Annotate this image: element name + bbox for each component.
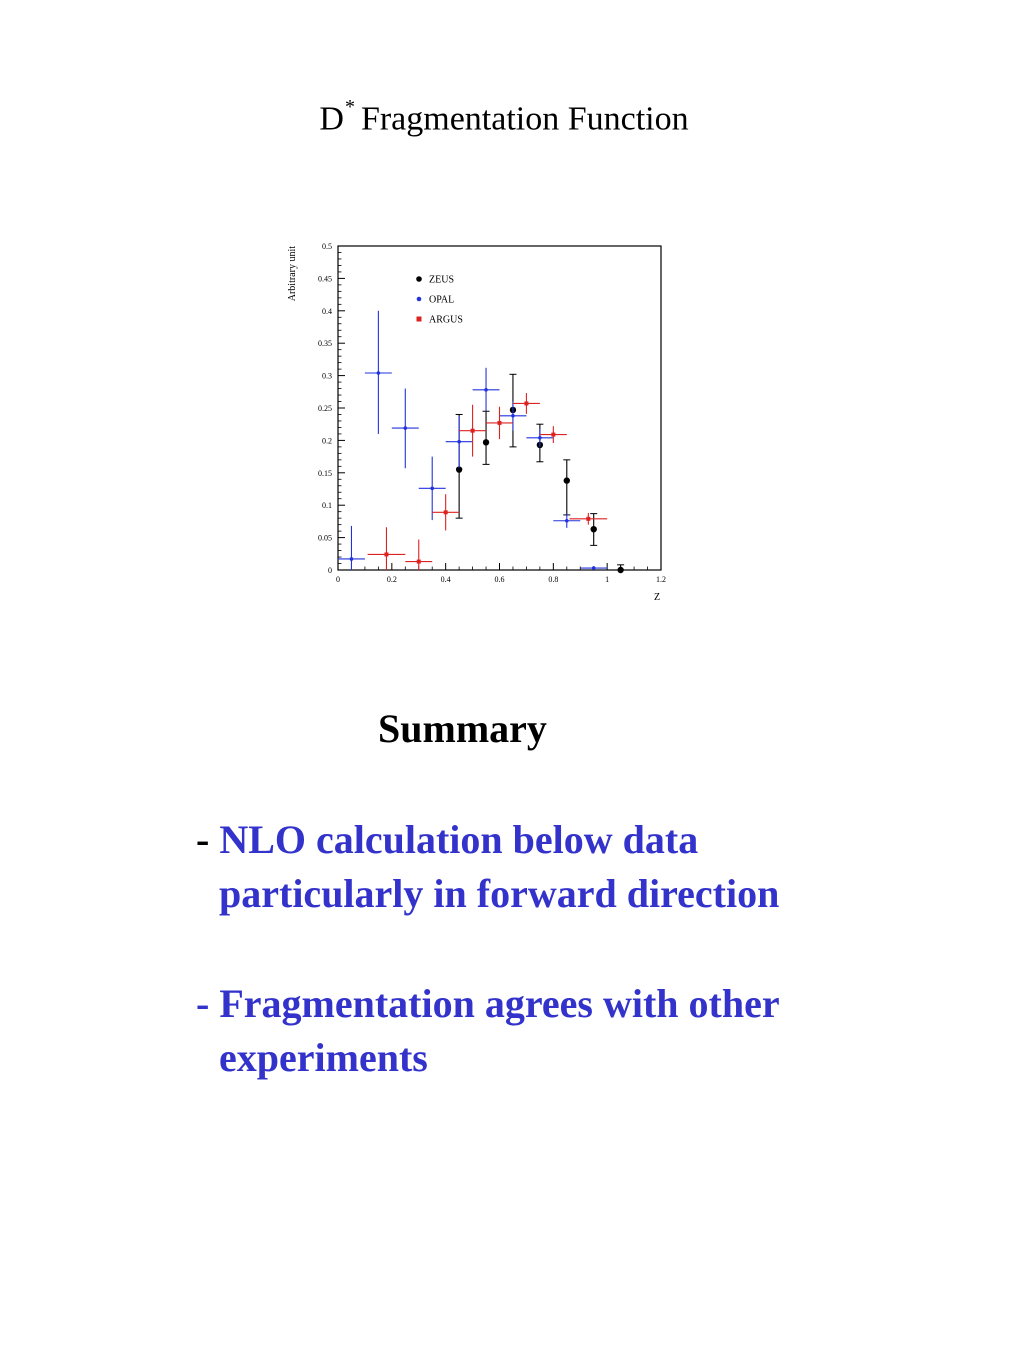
data-point	[484, 388, 488, 392]
bullet-1-dash: -	[196, 817, 210, 862]
x-tick-label: 0.8	[548, 575, 559, 584]
bullet-2-line-1: Fragmentation agrees with other	[219, 981, 780, 1026]
data-point	[565, 519, 569, 523]
data-point	[511, 414, 515, 418]
legend-marker-zeus	[416, 276, 422, 282]
y-tick-label: 0.05	[318, 533, 332, 543]
x-tick-label: 1.2	[656, 575, 666, 584]
x-tick-label: 0	[336, 575, 340, 584]
y-tick-label: 0.25	[318, 404, 332, 413]
legend-label-zeus: ZEUS	[429, 274, 454, 286]
page-title	[0, 96, 1008, 138]
x-axis-ticks	[336, 563, 666, 584]
y-tick-label: 0.5	[322, 242, 332, 251]
summary-heading: Summary	[378, 706, 547, 751]
data-point	[471, 429, 475, 433]
legend-marker-argus	[417, 317, 422, 322]
summary-bullet-1	[196, 813, 779, 921]
data-point	[498, 421, 502, 425]
legend-label-opal: OPAL	[429, 294, 455, 306]
data-point	[350, 557, 354, 561]
y-axis-label: Arbitrary unit	[287, 246, 298, 302]
summary-bullet-2	[196, 977, 780, 1085]
bullet-1-line-1: NLO calculation below data	[219, 817, 699, 862]
data-point	[444, 510, 448, 514]
data-point	[617, 567, 623, 573]
fragmentation-chart	[270, 230, 690, 610]
title-rest: Fragmentation Function	[360, 100, 689, 138]
bullet-1-line-2: particularly in forward direction	[219, 871, 780, 916]
x-tick-label: 0.4	[440, 575, 451, 584]
x-tick-label: 0.6	[494, 575, 505, 584]
data-point	[592, 566, 596, 570]
title-superscript: *	[344, 96, 355, 118]
title-d: D	[319, 100, 344, 138]
data-point	[524, 401, 528, 405]
x-tick-label: 1	[605, 575, 610, 584]
x-tick-label: 0.2	[386, 575, 397, 584]
legend-label-argus: ARGUS	[429, 314, 463, 326]
y-tick-label: 0.2	[322, 436, 332, 446]
y-tick-label: 0.1	[322, 501, 332, 511]
data-point	[430, 487, 434, 491]
data-point	[417, 560, 421, 564]
data-point	[551, 433, 555, 437]
legend-marker-opal	[417, 297, 422, 302]
y-tick-label: 0.4	[322, 306, 332, 316]
y-tick-label: 0.45	[318, 274, 332, 284]
data-point	[377, 371, 381, 375]
series-zeus	[456, 374, 625, 573]
data-point	[591, 526, 597, 532]
data-point	[457, 440, 461, 444]
y-tick-label: 0	[328, 566, 332, 575]
data-point	[384, 552, 388, 556]
bullet-2-dash: -	[196, 981, 210, 1026]
x-axis-label: Z	[653, 592, 661, 603]
data-point	[538, 436, 542, 440]
bullet-2-line-2: experiments	[219, 1035, 428, 1080]
y-tick-label: 0.15	[318, 468, 332, 478]
y-tick-label: 0.35	[318, 339, 332, 349]
chart-legend	[416, 275, 463, 326]
y-axis-ticks	[318, 242, 345, 575]
series-argus	[368, 393, 608, 570]
data-point	[564, 477, 570, 483]
y-tick-label: 0.3	[322, 371, 332, 381]
data-point	[483, 439, 489, 445]
data-point	[403, 426, 407, 430]
data-point	[586, 517, 590, 521]
